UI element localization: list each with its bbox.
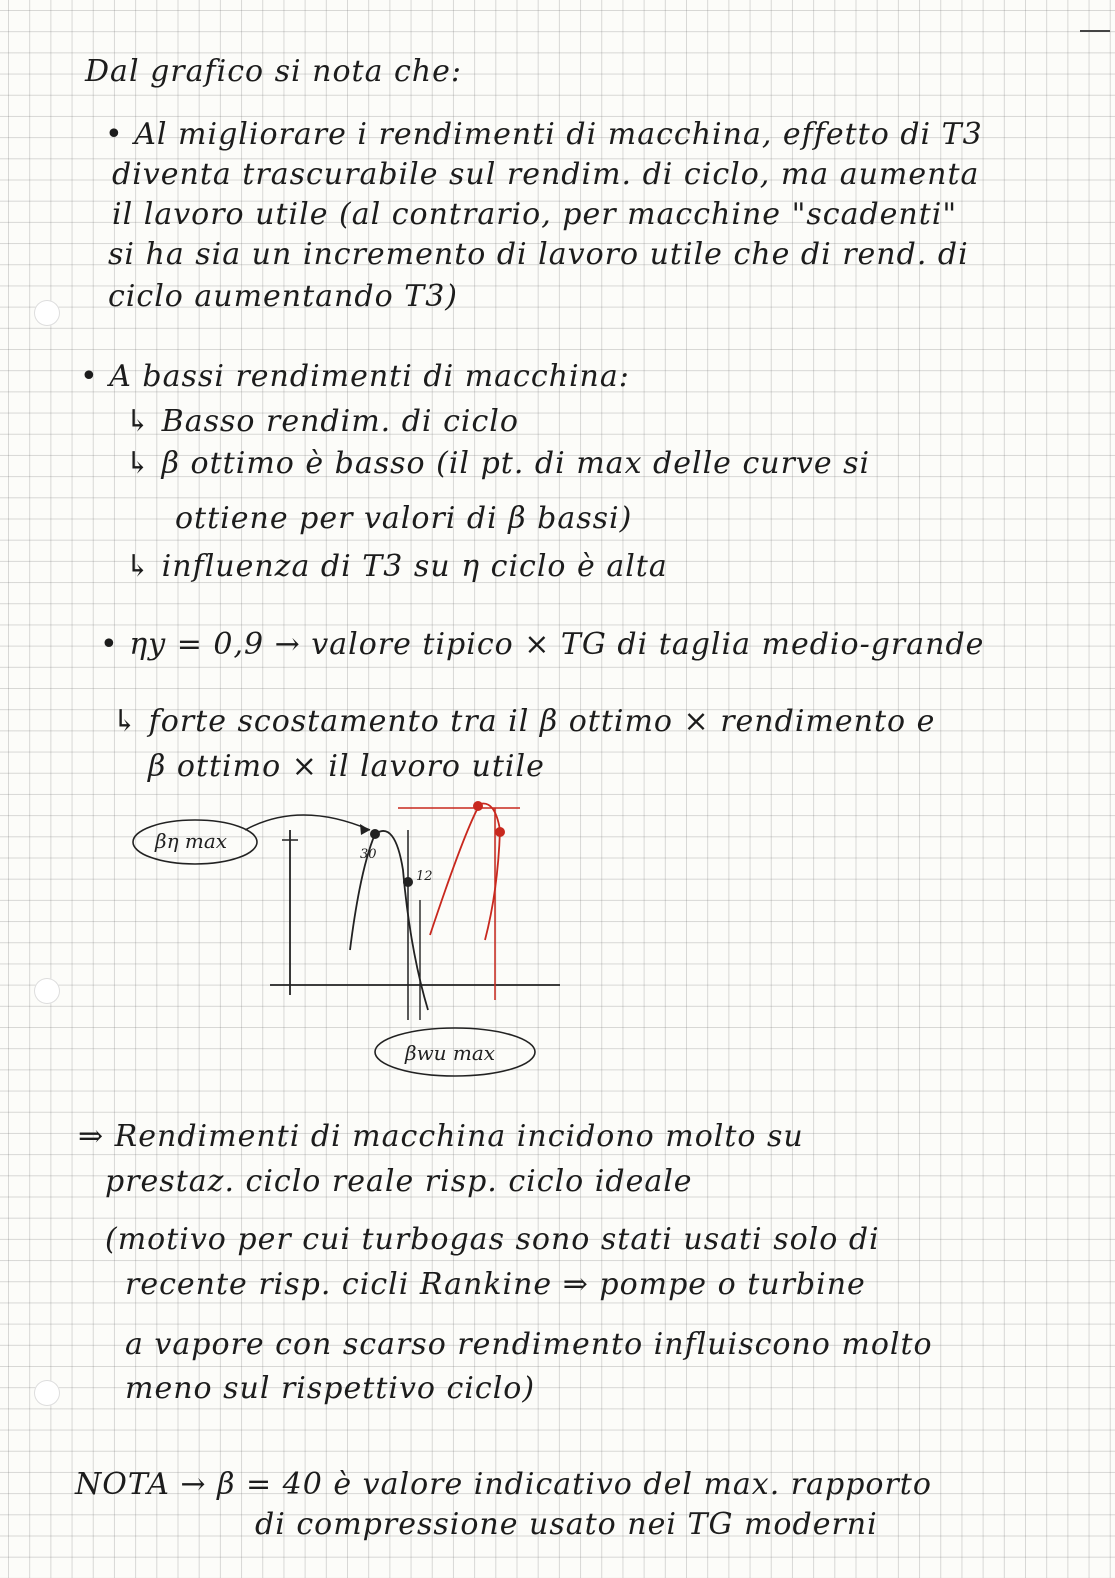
note-line: il lavoro utile (al contrario, per macchine "scadenti"	[112, 197, 958, 232]
point-30-label: 30	[360, 847, 377, 862]
note-line: • A bassi rendimenti di macchina:	[80, 359, 630, 394]
note-line: β ottimo × il lavoro utile	[148, 749, 545, 784]
binder-hole	[34, 978, 60, 1004]
note-line: • Al migliorare i rendimenti di macchina, effetto di T3	[105, 117, 983, 152]
note-line: NOTA → β = 40 è valore indicativo del max. rapporto	[75, 1467, 932, 1502]
note-line: di compressione usato nei TG moderni	[255, 1507, 878, 1542]
note-line: ↳ Basso rendim. di ciclo	[125, 404, 519, 439]
point-12-label: 12	[416, 869, 433, 884]
note-line: ottiene per valori di β bassi)	[175, 501, 633, 536]
note-line: ⇒ Rendimenti di macchina incidono molto su	[78, 1119, 804, 1154]
w-max-label: βwu max	[405, 1041, 496, 1065]
note-line: • ηy = 0,9 → valore tipico × TG di taglia medio-grande	[100, 627, 985, 662]
note-line: meno sul rispettivo ciclo)	[125, 1371, 536, 1406]
binder-hole	[34, 1380, 60, 1406]
sketch-diagram	[120, 790, 600, 1090]
note-line: ↳ influenza di T3 su η ciclo è alta	[125, 549, 668, 584]
note-line: prestaz. ciclo reale risp. ciclo ideale	[105, 1164, 693, 1199]
note-line: recente risp. cicli Rankine ⇒ pompe o turbine	[125, 1267, 866, 1302]
note-line: (motivo per cui turbogas sono stati usati solo di	[105, 1222, 880, 1257]
note-line: Dal grafico si nota che:	[85, 54, 462, 89]
binder-hole	[34, 300, 60, 326]
eta-max-label: βη max	[155, 829, 228, 853]
note-line: diventa trascurabile sul rendim. di ciclo, ma aumenta	[112, 157, 980, 192]
note-line: ↳ forte scostamento tra il β ottimo × rendimento e	[112, 704, 936, 739]
sketch-svg	[120, 790, 600, 1090]
note-line: ↳ β ottimo è basso (il pt. di max delle curve si	[125, 446, 871, 481]
margin-mark	[1080, 30, 1110, 32]
note-line: a vapore con scarso rendimento influiscono molto	[125, 1327, 933, 1362]
note-line: ciclo aumentando T3)	[108, 279, 458, 314]
note-line: si ha sia un incremento di lavoro utile che di rend. di	[108, 237, 969, 272]
